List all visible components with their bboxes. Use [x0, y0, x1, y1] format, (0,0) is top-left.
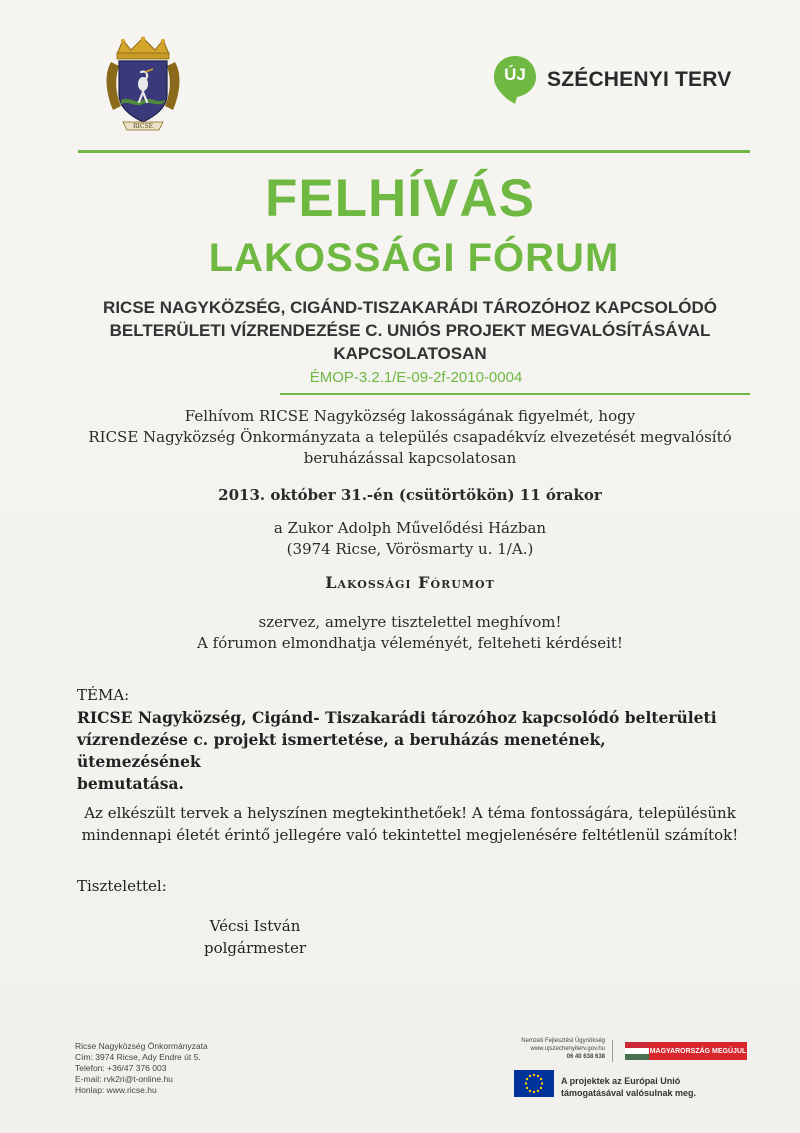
project-title-line: RICSE NAGYKÖZSÉG, CIGÁND-TISZAKARÁDI TÁROZÓHOZ KAPCSOLÓDÓ [103, 298, 717, 317]
project-code: ÉMOP-3.2.1/E-09-2f-2010-0004 [309, 369, 523, 386]
footer-separator [612, 1040, 613, 1062]
crest-banner-text: RICSE [133, 123, 153, 130]
theme-line: RICSE Nagyközség, Cigánd- Tiszakarádi tározóhoz kapcsolódó belterületi [77, 708, 717, 727]
project-title-line: KAPCSOLATOSAN [333, 344, 487, 363]
brand-name: SZÉCHENYI TERV [547, 68, 732, 91]
theme-line: bemutatása. [77, 774, 184, 793]
footer-org: Ricse Nagyközség Önkormányzata [75, 1041, 208, 1051]
signature-block [190, 915, 320, 959]
note-paragraph [60, 802, 760, 846]
brand-badge: ÚJ [504, 65, 526, 84]
agency-web: www.ujszechenyiterv.gov.hu [530, 1046, 605, 1052]
venue-address: (3974 Ricse, Vörösmarty u. 1/A.) [286, 540, 534, 558]
theme-line: vízrendezése c. projekt ismertetése, a beruházás menetének, ütemezésének [77, 730, 606, 771]
event-venue [40, 518, 780, 560]
top-divider [78, 150, 750, 153]
closing-salutation: Tisztelettel: [77, 877, 167, 895]
agency-phone: 06 40 638 638 [566, 1054, 605, 1060]
footer-contact [75, 1041, 208, 1096]
intro-line: RICSE Nagyközség Önkormányzata a település csapadékvíz elvezetését megvalósító [88, 428, 732, 446]
note-line: Az elkészült tervek a helyszínen megtekinthetőek! A téma fontosságára, településünk [84, 804, 736, 822]
footer-phone: Telefon: +36/47 376 003 [75, 1063, 167, 1073]
footer-address: Cím: 3974 Ricse, Ady Endre út 5. [75, 1052, 201, 1062]
agency-info [505, 1037, 605, 1061]
project-title [60, 296, 760, 365]
intro-paragraph [40, 406, 780, 469]
note-line: mindennapi életét érintő jellegére való tekintettel megjelenésére feltétlenül számítok! [81, 826, 739, 844]
venue-name: a Zukor Adolph Művelődési Házban [273, 519, 547, 537]
page-title: FELHÍVÁS [264, 169, 536, 228]
intro-line: beruházással kapcsolatosan [303, 449, 517, 467]
invite-line: szervez, amelyre tisztelettel meghívom! [258, 613, 562, 631]
footer-email: E-mail: rvk2ri@t-online.hu [75, 1074, 173, 1084]
signer-name: Vécsi István [209, 917, 301, 935]
intro-line: Felhívom RICSE Nagyközség lakosságának figyelmét, hogy [184, 407, 636, 425]
theme-text [77, 707, 727, 795]
hungary-label: MAGYARORSZÁG MEGÚJUL [649, 1042, 747, 1060]
project-title-line: BELTERÜLETI VÍZRENDEZÉSE C. UNIÓS PROJEKT MEGVALÓSÍTÁSÁVAL [109, 321, 711, 340]
forum-heading: Lakossági Fórumot [325, 573, 495, 592]
ricse-coat-of-arms-icon [103, 36, 183, 134]
invite-line: A fórumon elmondhatja véleményét, felteheti kérdéseit! [197, 634, 623, 652]
page-subtitle-forum: LAKOSSÁGI FÓRUM [208, 236, 620, 280]
mid-divider [280, 393, 750, 395]
eu-flag-icon [514, 1070, 554, 1097]
hungary-flag-icon [625, 1042, 649, 1060]
theme-label: TÉMA: [77, 686, 130, 704]
eu-funding-line: A projektek az Európai Unió [561, 1076, 681, 1086]
szechenyi-terv-logo [493, 55, 731, 105]
agency-name: Nemzeti Fejlesztési Ügynökség [521, 1038, 605, 1044]
hungary-badge [625, 1042, 747, 1060]
invite-paragraph [40, 612, 780, 654]
eu-funding-line: támogatásával valósulnak meg. [561, 1088, 697, 1098]
footer-web: Honlap: www.ricse.hu [75, 1085, 157, 1095]
eu-funding-note [561, 1075, 696, 1099]
signer-title: polgármester [203, 939, 307, 957]
event-date: 2013. október 31.-én (csütörtökön) 11 órakor [218, 486, 602, 504]
